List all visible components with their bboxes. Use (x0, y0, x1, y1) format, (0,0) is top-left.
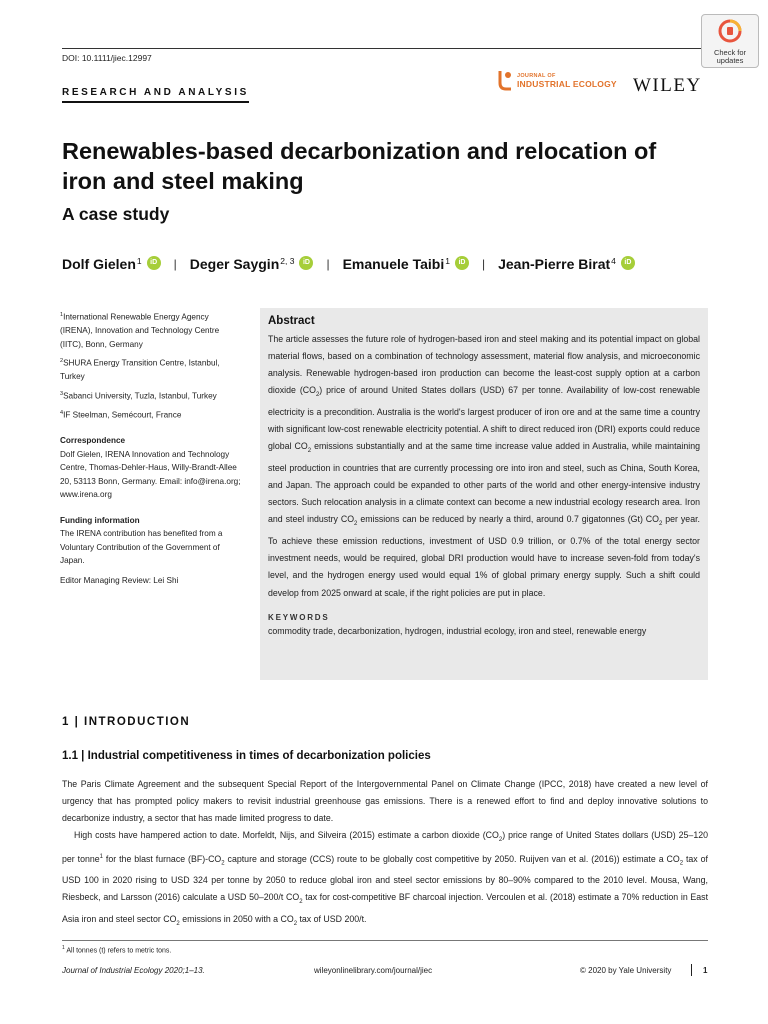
footer-journal: Journal of Industrial Ecology 2020;1–13. (62, 966, 205, 975)
affiliation (60, 388, 242, 403)
header-rule (62, 48, 710, 49)
journal-logo-bottom: INDUSTRIAL ECOLOGY (517, 79, 617, 89)
affiliation-text: International Renewable Energy Agency (IRENA), Innovation and Technology Centre (IITC), Bonn, Germany (60, 312, 220, 349)
author-separator: | (326, 257, 330, 271)
author[interactable] (190, 256, 314, 272)
affiliation-sup: 4 (60, 410, 64, 417)
correspondence-text[interactable]: Dolf Gielen, IRENA Innovation and Technology Centre, Thomas-Dehler-Haus, Willy-Brandt-Allee 20, 53113 Bonn, Germany. Email: info@irena.org; www.irena.org (60, 449, 241, 500)
footnote-rule (62, 940, 708, 941)
abstract-body (268, 331, 700, 602)
article-title: Renewables-based decarbonization and relocation of iron and steel making (62, 138, 657, 194)
author-affiliation-sup: 1 (136, 256, 142, 266)
author[interactable] (343, 256, 469, 272)
affiliation-text: IF Steelman, Semécourt, France (63, 410, 182, 420)
abstract-text: ) price of around United States dollars (USD) 67 per tonne. Availability of low-cost renewable electricity is a precondition. Australia is the world's largest producer of iron ore and at the same time a country with significant low-cost renewable electricity potential. A shift to direct reduced iron (DRI) exports could reduce global CO (268, 385, 700, 452)
author-separator: | (481, 257, 486, 271)
funding-text: The IRENA contribution has benefited from a Voluntary Contribution of the Government of Japan. (60, 529, 223, 566)
author-affiliation-sup: 2, 3 (280, 256, 295, 266)
body-text (62, 776, 708, 933)
orcid-icon[interactable]: iD (455, 256, 469, 270)
author-name: Jean-Pierre Birat (498, 256, 611, 272)
footnote (62, 945, 171, 954)
body-span: tax for cost-competitive BF charcoal injection. Vercoulen et al. (2018) estimate a 70% reduction in East Asia iron and steel sector CO (62, 892, 709, 925)
author-separator: | (173, 257, 177, 271)
subscript: 2 (221, 860, 225, 867)
subscript: 2 (498, 836, 503, 843)
subscript: 2 (679, 860, 684, 867)
orcid-icon[interactable]: iD (147, 256, 161, 270)
journal-logo (497, 69, 617, 91)
affiliation (60, 407, 242, 422)
publisher-logo: WILEY (633, 75, 702, 96)
orcid-icon[interactable]: iD (621, 256, 635, 270)
footer-copyright: © 2020 by Yale University (580, 966, 672, 975)
check-badge-line2: updates (716, 56, 744, 65)
author-name: Emanuele Taibi (342, 256, 445, 272)
footnote-ref[interactable]: 1 (99, 853, 103, 860)
body-span: tax of USD 100 in 2020 rising to USD 324 per tonne by 2050 to reduce global iron and steel sector emissions by 80–90% compared to the 2010 level. Mousa, Wang, Riesbeck, and Larsson (2016) calculate a USD 50–200/t CO (62, 853, 708, 903)
affiliation-sup: 3 (60, 390, 64, 397)
affiliation-sup: 1 (60, 312, 64, 318)
paragraph: The Paris Climate Agreement and the subsequent Special Report of the Intergovernmental Panel on Climate Change (IPCC, 2018) have created a new level of urgency that has prompted policy makers to revisit industrial greenhouse gas emissions. There is a renewed effort to find and deploy innovative solutions to decarbonize industry, a sector that has made limited progress to date. (62, 779, 708, 823)
abstract-text: emissions can be reduced by nearly a third, around 0.7 gigatonnes (Gt) CO (357, 514, 659, 525)
subscript: 2 (659, 521, 663, 528)
subscript: 2 (299, 899, 303, 906)
subscript: 2 (354, 521, 358, 528)
abstract-text: The article assesses the future role of hydrogen-based iron and steel making and its potential impact on global material flows, based on a combination of technology assessment, material flow analysis, and microeconomic analysis. Renewable hydrogen-based iron production can become the least-cost supply option at a carbon dioxide (CO (268, 334, 700, 396)
correspondence-heading: Correspondence (60, 436, 126, 446)
abstract-heading: Abstract (268, 315, 315, 327)
body-span: capture and storage (CCS) route to be globally cost competitive by 2050. Ruijven van et al. (2016)) estimate a CO (224, 853, 680, 864)
orcid-icon[interactable]: iD (299, 256, 313, 270)
check-badge-line1: Check for (713, 48, 747, 57)
subscript: 2 (176, 920, 180, 927)
author-name: Dolf Gielen (62, 256, 136, 272)
funding-heading: Funding information (60, 515, 140, 525)
journal-logo-icon (497, 69, 513, 91)
author[interactable] (62, 256, 161, 272)
body-span: ) price range of United States dollars (USD) 25–120 per tonne (62, 830, 709, 864)
subsection-heading: 1.1 | Industrial competitiveness in times of decarbonization policies (62, 750, 431, 762)
author-affiliation-sup: 4 (611, 256, 616, 266)
footer-divider (691, 964, 692, 976)
subscript: 2 (307, 448, 312, 455)
abstract-box (260, 308, 708, 680)
footnote-sup: 1 (62, 945, 65, 951)
article-subtitle: A case study (62, 204, 170, 224)
abstract-text: per year. To achieve these emission reductions, investment of USD 0.9 trillion, or 0.7% of the total energy sector investment needs, would be required, global DRI production would have to increase seven-fold from today's level, and the hydrogen energy used would equal 1% of global primary energy supply. Such a shift could develop from 2025 onward at scale, if the right policies are put in place. (268, 514, 700, 598)
subscript: 2 (315, 392, 320, 399)
author-affiliation-sup: 1 (445, 256, 450, 266)
affiliation-sup: 2 (60, 358, 64, 365)
section-label: RESEARCH AND ANALYSIS (62, 87, 249, 103)
body-span: emissions in 2050 with a CO (179, 914, 294, 925)
paragraph (62, 827, 708, 933)
footer-url[interactable]: wileyonlinelibrary.com/journal/jiec (314, 966, 433, 975)
abstract-text: emissions substantially and at the same time increase value added in Australia, while maintaining steel production in countries that are currently processing ore into iron and steel, such as China, South Korea, and Japan. The approach could be expanded to other parts of the world and other energy-intensive industry sectors. Such relocation analysis in a climate context can become a new industrial ecology research area. Iron and steel industry CO (268, 441, 700, 525)
affiliation-text: Sabanci University, Tuzla, Istanbul, Turkey (63, 391, 217, 401)
page-number: 1 (703, 966, 708, 975)
footnote-text: All tonnes (t) refers to metric tons. (66, 947, 172, 955)
body-span: tax of USD 200/t. (297, 914, 367, 925)
doi[interactable]: DOI: 10.1111/jiec.12997 (62, 53, 152, 63)
body-span: for the blast furnace (BF)-CO (103, 853, 222, 864)
check-for-updates-icon (718, 19, 742, 43)
affiliations-column (60, 309, 242, 587)
affiliation (60, 355, 242, 384)
editor-note: Editor Managing Review: Lei Shi (60, 575, 179, 585)
body-span: High costs have hampered action to date. Morfeldt, Nijs, and Silveira (2015) estimate a carbon dioxide (CO (74, 830, 499, 840)
author[interactable] (498, 256, 635, 272)
affiliation (60, 309, 242, 351)
keywords-heading: KEYWORDS (268, 612, 330, 622)
author-name: Deger Saygin (189, 256, 280, 272)
author-list (62, 256, 635, 272)
journal-logo-top: JOURNAL OF (517, 73, 556, 79)
keywords: commodity trade, decarbonization, hydrogen, industrial ecology, iron and steel, renewable energy (268, 625, 647, 636)
section-heading: 1 | INTRODUCTION (62, 716, 191, 728)
check-for-updates-badge[interactable] (701, 14, 759, 68)
subscript: 2 (293, 920, 298, 927)
affiliation-text: SHURA Energy Transition Centre, Istanbul, Turkey (60, 358, 220, 382)
